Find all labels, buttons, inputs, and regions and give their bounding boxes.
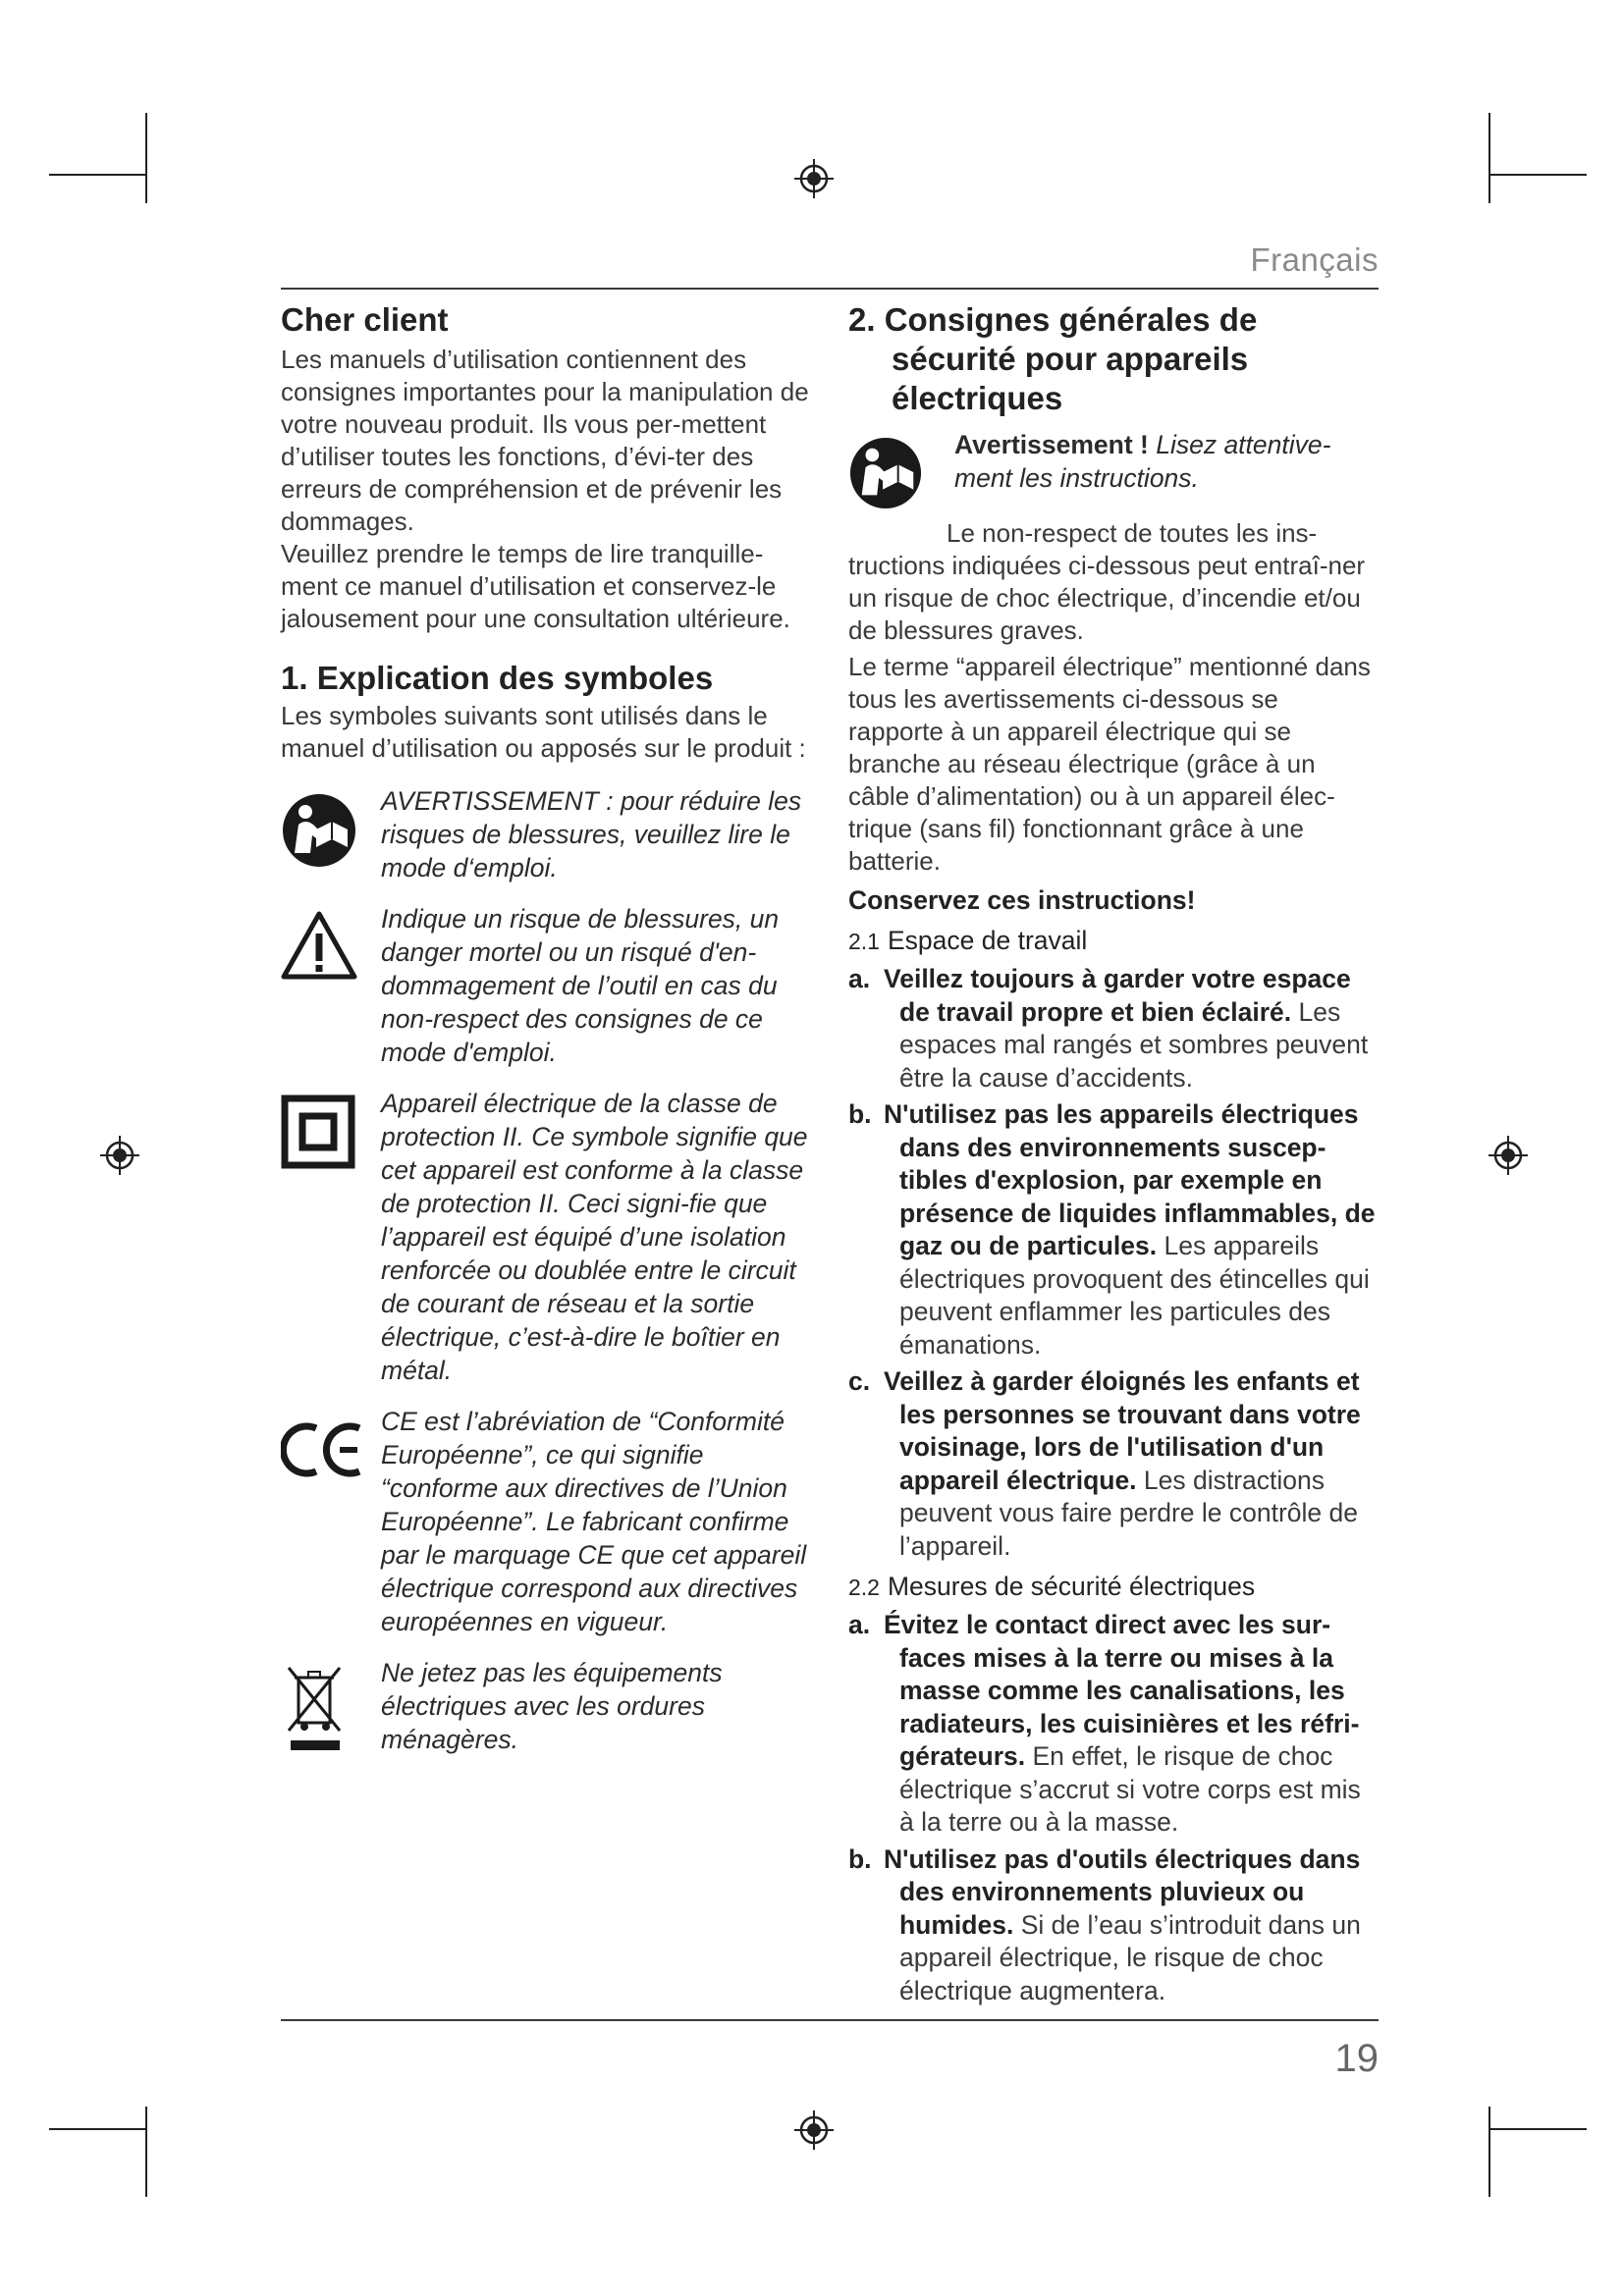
symbol-text: AVERTISSEMENT : pour réduire les risques de blessures, veuillez lire le mode d‘emploi. <box>381 786 802 882</box>
header-rule <box>281 288 1379 290</box>
crop-mark-tr-h <box>1489 174 1587 176</box>
list-label: b. <box>848 1099 872 1129</box>
list-plain: En effet, le risque de choc électrique s’accrut si votre corps est mis à la terre ou à la masse. <box>899 1741 1361 1837</box>
read-manual-icon <box>848 436 923 510</box>
symbol-row <box>281 902 811 1069</box>
subsection-number: 2.1 <box>848 929 880 954</box>
list-plain: Les espaces mal rangés et sombres peuvent être la cause d’accidents. <box>899 996 1369 1093</box>
crop-mark-tr-v <box>1489 113 1490 203</box>
subsection-2-2-title <box>848 1569 1379 1605</box>
list-item <box>848 1365 1379 1563</box>
section-1-title: 1. Explication des symboles <box>281 660 714 696</box>
right-column <box>848 294 1379 2007</box>
list-strong: N'utilisez pas les appareils électriques dans des environnements suscep-tibles d'explosion, par exemple en présence de liquides inflammables, de gaz ou de particules. <box>884 1099 1376 1260</box>
subsection-2-1-title <box>848 923 1379 959</box>
symbol-row <box>281 1405 811 1638</box>
warning-block <box>848 428 1379 515</box>
page-number: 19 <box>1334 2037 1379 2080</box>
crop-mark-br-v <box>1489 2107 1490 2197</box>
intro-title: Cher client <box>281 301 449 338</box>
read-manual-icon <box>281 792 357 869</box>
list-plain: Si de l’eau s’introduit dans un appareil électrique, le risque de choc électrique augmentera. <box>899 1909 1361 2005</box>
subsection-label: Espace de travail <box>887 926 1088 955</box>
left-column <box>281 294 811 1774</box>
warning-italic: Lisez attentive-ment les instructions. <box>954 430 1331 493</box>
warning-triangle-icon <box>281 910 357 981</box>
keep-instructions: Conservez ces instructions! <box>848 885 1196 915</box>
registration-mark-icon <box>794 2110 834 2150</box>
symbol-text: Indique un risque de blessures, un danger mortel ou un risqué d'en-dommagement de l’outil en cas du non-respect des consignes de ce mode d'emploi. <box>381 904 780 1067</box>
symbol-row <box>281 784 811 884</box>
registration-mark-icon <box>1489 1136 1528 1175</box>
symbol-row <box>281 1656 811 1756</box>
crop-mark-bl-v <box>145 2107 147 2197</box>
section-1-intro: Les symboles suivants sont utilisés dans le manuel d’utilisation ou apposés sur le produit : <box>281 701 806 763</box>
registration-mark-icon <box>100 1136 139 1175</box>
registration-mark-icon <box>794 159 834 198</box>
list-label: b. <box>848 1843 872 1874</box>
list-strong: N'utilisez pas d'outils électriques dans des environnements pluvieux ou humides. <box>884 1843 1361 1940</box>
weee-bin-icon <box>281 1664 350 1754</box>
list-item <box>848 1609 1379 1840</box>
symbol-row <box>281 1087 811 1387</box>
symbol-text: Ne jetez pas les équipements électriques avec les ordures ménagères. <box>381 1658 723 1754</box>
crop-mark-tl-v <box>145 113 147 203</box>
language-label: Français <box>1250 241 1379 278</box>
section-2-title: 2. Consignes générales de sécurité pour appareils électriques <box>848 301 1258 416</box>
list-strong: Veillez à garder éloignés les enfants et les personnes se trouvant dans votre voisinage, lors de l'utilisation d'un appareil électrique. <box>884 1366 1361 1495</box>
crop-mark-tl-h <box>49 174 147 176</box>
list-item <box>848 1843 1379 2008</box>
crop-mark-bl-h <box>49 2128 147 2130</box>
class-ii-icon <box>281 1095 355 1169</box>
warning-bold: Avertissement ! <box>954 430 1149 459</box>
list-strong: Veillez toujours à garder votre espace de travail propre et bien éclairé. <box>884 964 1351 1027</box>
list-item <box>848 963 1379 1095</box>
subsection-label: Mesures de sécurité électriques <box>887 1572 1256 1601</box>
warning-paragraph: Le non-respect de toutes les ins-tructions indiquées ci-dessous peut entraî-ner un risque de choc électrique, d’incendie et/ou de blessures graves. <box>848 518 1366 645</box>
ce-mark-icon <box>281 1420 365 1479</box>
list-item <box>848 1098 1379 1362</box>
list-label: c. <box>848 1366 871 1396</box>
list-strong: Évitez le contact direct avec les sur-faces mises à la terre ou mises à la masse comme les canalisations, les radiateurs, les cuisinières et les réfri-gérateurs. <box>884 1610 1360 1771</box>
warning-text <box>937 428 1379 495</box>
symbol-text: Appareil électrique de la classe de protection II. Ce symbole signifie que cet appareil est conforme à la classe de protection II. Ceci signi-fie que l’appareil est équipé d’une isolation renforcée ou doublée entre le circuit de courant de réseau et la sortie électrique, c’est-à-dire le boîtier en métal. <box>381 1089 808 1385</box>
subsection-number: 2.2 <box>848 1575 880 1600</box>
intro-paragraph-1: Les manuels d’utilisation contiennent des consignes importantes pour la manipulation de votre nouveau produit. Ils vous per-mettent d’utiliser toutes les fonctions, d’évi-ter des erreurs de compréhension et de prévenir les dommages. <box>281 345 809 536</box>
list-plain: Les appareils électriques provoquent des étincelles qui peuvent enflammer les particules des émanations. <box>899 1231 1370 1360</box>
term-paragraph: Le terme “appareil électrique” mentionné dans tous les avertissements ci-dessous se rapporte à un appareil électrique qui se branche au réseau électrique (grâce à un câble d’alimentation) ou à un appareil élec-trique (sans fil) fonctionnant grâce à une batterie. <box>848 652 1371 876</box>
symbol-text: CE est l’abréviation de “Conformité Européenne”, ce qui signifie “conforme aux directives de l’Union Européenne”. Le fabricant confirme par le marquage CE que cet appareil électrique correspond aux directives européennes en vigueur. <box>381 1407 807 1636</box>
footer-rule <box>281 2019 1379 2021</box>
list-label: a. <box>848 964 871 993</box>
list-label: a. <box>848 1610 871 1639</box>
intro-paragraph-2: Veuillez prendre le temps de lire tranquille-ment ce manuel d’utilisation et conservez-le jalousement pour une consultation ultérieure. <box>281 539 790 633</box>
list-plain: Les distractions peuvent vous faire perdre le contrôle de l’appareil. <box>899 1465 1358 1561</box>
crop-mark-br-h <box>1489 2128 1587 2130</box>
